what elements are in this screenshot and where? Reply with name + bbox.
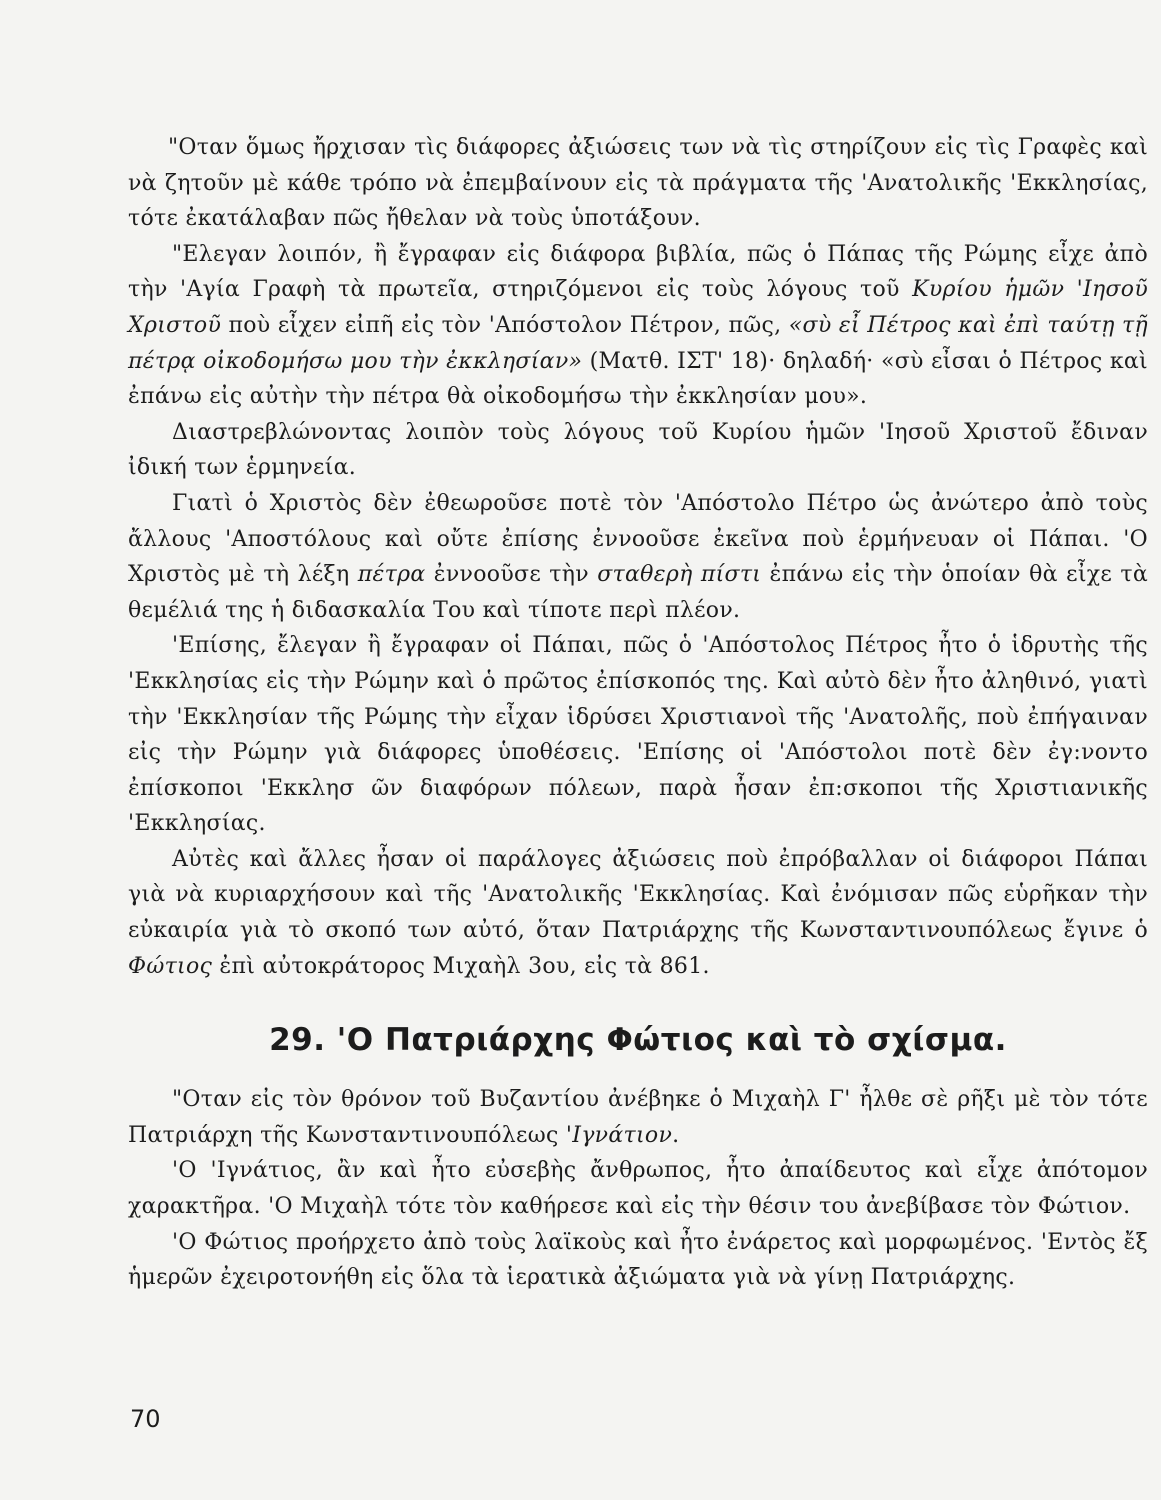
paragraph-4-italic-b: σταθερὴ πίστι xyxy=(597,562,762,588)
page-body xyxy=(128,130,1148,1296)
paragraph-2-text-b: ποὺ εἶχεν εἰπῆ εἰς τὸν 'Απόστολον Πέτρον, πῶς, xyxy=(221,312,789,338)
section-heading: 29. 'Ο Πατριάρχης Φώτιος καὶ τὸ σχίσμα. xyxy=(269,1022,1007,1059)
paragraph-1: "Οταν ὅμως ἤρχισαν τὶς διάφορες ἀξιώσεις των νὰ τὶς στηρίζουν εἰς τὶς Γραφὲς καὶ νὰ ζητοῦν μὲ κάθε τρόπο νὰ ἐπεμβαίνουν εἰς τὰ πράγματα τῆς 'Ανατολικῆς 'Εκκλησίας, τότε ἐκατάλαβαν πῶς ἤθελαν νὰ τοὺς ὑποτάξουν. xyxy=(128,135,1148,232)
paragraph-9: 'Ο Φώτιος προήρχετο ἀπὸ τοὺς λαϊκοὺς καὶ ἦτο ἐνάρετος καὶ μορφωμένος. 'Εντὸς ἔξ ἡμερῶν ἐχειροτονήθη εἰς ὅλα τὰ ἱερατικὰ ἀξιώματα γιὰ νὰ γίνῃ Πατριάρχης. xyxy=(128,1229,1148,1291)
paragraph-4-italic-a: πέτρα xyxy=(357,562,426,588)
paragraph-4-text-a: Γιατὶ ὁ Χριστὸς δὲν ἐθεωροῦσε ποτὲ τὸν 'Απόστολο Πέτρο ὡς ἀνώτερο ἀπὸ τοὺς ἄλλους 'Αποστόλους καὶ οὔτε ἐπίσης ἐννοοῦσε ἐκεῖνα ποὺ ἑρμήνευαν οἱ Πάπαι. 'Ο Χριστὸς μὲ τὴ λέξη xyxy=(128,490,1148,588)
paragraph-6-text-a: Αὐτὲς καὶ ἄλλες ἦσαν οἱ παράλογες ἀξιώσεις ποὺ ἐπρόβαλλαν οἱ διάφοροι Πάπαι γιὰ νὰ κυριαρχήσουν καὶ τῆς 'Ανατολικῆς 'Εκκλησίας. Καὶ ἐνόμισαν πῶς εὑρῆκαν τὴν εὐκαιρία γιὰ τὸ σκοπό των αὐτό, ὅταν Πατριάρχης τῆς Κωνσταντινουπόλεως ἔγινε ὁ xyxy=(128,846,1148,944)
paragraph-2-italic-a: Κυρίου ἡμῶν 'Ιησοῦ Χριστοῦ xyxy=(128,277,1148,338)
paragraph-4-text-c: ἐπάνω εἰς τὴν ὁποίαν θὰ εἶχε τὰ θεμέλιά της ἡ διδασκαλία Του καὶ τίποτε περὶ πλέον. xyxy=(128,562,1148,623)
paragraph-6 xyxy=(128,842,1148,984)
paragraph-7-text-a: "Οταν εἰς τὸν θρόνον τοῦ Βυζαντίου ἀνέβηκε ὁ Μιχαὴλ Γ' ἦλθε σὲ ρῆξι μὲ τὸν τότε Πατριάρχη τῆς Κωνσταντινουπόλεως xyxy=(128,1087,1148,1148)
paragraph-3: Διαστρεβλώνοντας λοιπὸν τοὺς λόγους τοῦ Κυρίου ἡμῶν 'Ιησοῦ Χριστοῦ ἔδιναν ἰδική των ἑρμηνεία. xyxy=(128,419,1148,481)
paragraph-2-text-c: (Ματθ. ΙΣΤ' 18)· δηλαδή· «σὺ εἶσαι ὁ Πέτρος καὶ ἐπάνω εἰς αὐτὴν τὴν πέτρα θὰ οἰκοδομήσω τὴν ἐκκλησίαν μου». xyxy=(128,348,1148,410)
paragraph-7-text-b: . xyxy=(672,1122,680,1148)
paragraph-4-text-b: ἐννοοῦσε τὴν xyxy=(425,562,598,588)
page-number: 70 xyxy=(130,1405,161,1433)
paragraph-7-italic-a: 'Ιγνάτιον xyxy=(565,1122,673,1148)
paragraph-4 xyxy=(128,486,1148,628)
paragraph-2 xyxy=(128,237,1148,415)
paragraph-2-text-a: "Ελεγαν λοιπόν, ἢ ἔγραφαν εἰς διάφορα βιβλία, πῶς ὁ Πάπας τῆς Ρώμης εἶχε ἀπὸ τὴν 'Αγία Γραφὴ τὰ πρωτεῖα, στηριζόμενοι εἰς τοὺς λόγους τοῦ xyxy=(128,241,1148,303)
paragraph-2-italic-b: «σὺ εἶ Πέτρος καὶ ἐπὶ ταύτῃ τῇ πέτρᾳ οἰκοδομήσω μου τὴν ἐκκλησίαν» xyxy=(128,312,1148,374)
paragraph-6-italic-a: Φώτιος xyxy=(128,953,213,979)
paragraph-8: 'Ο 'Ιγνάτιος, ἂν καὶ ἦτο εὐσεβὴς ἄνθρωπος, ἦτο ἀπαίδευτος καὶ εἶχε ἀπότομον χαρακτῆρα. 'Ο Μιχαὴλ τότε τὸν καθήρεσε καὶ εἰς τὴν θέσιν του ἀνεβίβασε τὸν Φώτιον. xyxy=(128,1158,1148,1220)
paragraph-7 xyxy=(128,1082,1148,1153)
paragraph-6-text-b: ἐπὶ αὐτοκράτορος Μιχαὴλ 3ου, εἰς τὰ 861. xyxy=(212,953,710,979)
paragraph-5: 'Επίσης, ἔλεγαν ἢ ἔγραφαν οἱ Πάπαι, πῶς ὁ 'Απόστολος Πέτρος ἦτο ὁ ἱδρυτὴς τῆς 'Εκκλησίας εἰς τὴν Ρώμην καὶ ὁ πρῶτος ἐπίσκοπός της. Καὶ αὐτὸ δὲν ἦτο ἀληθινό, γιατὶ τὴν 'Εκκλησίαν τῆς Ρώμης τὴν εἶχαν ἱδρύσει Χριστιανοὶ τῆς 'Ανατολῆς, ποὺ ἐπήγαιναν εἰς τὴν Ρώμην γιὰ διάφορες ὑποθέσεις. 'Επίσης οἱ 'Απόστολοι ποτὲ δὲν ἐγ:νοντο ἐπίσκοποι 'Εκκλησ ῶν διαφόρων πόλεων, παρὰ ἦσαν ἐπ:σκοποι τῆς Χριστιανικῆς 'Εκκλησίας. xyxy=(128,633,1148,837)
